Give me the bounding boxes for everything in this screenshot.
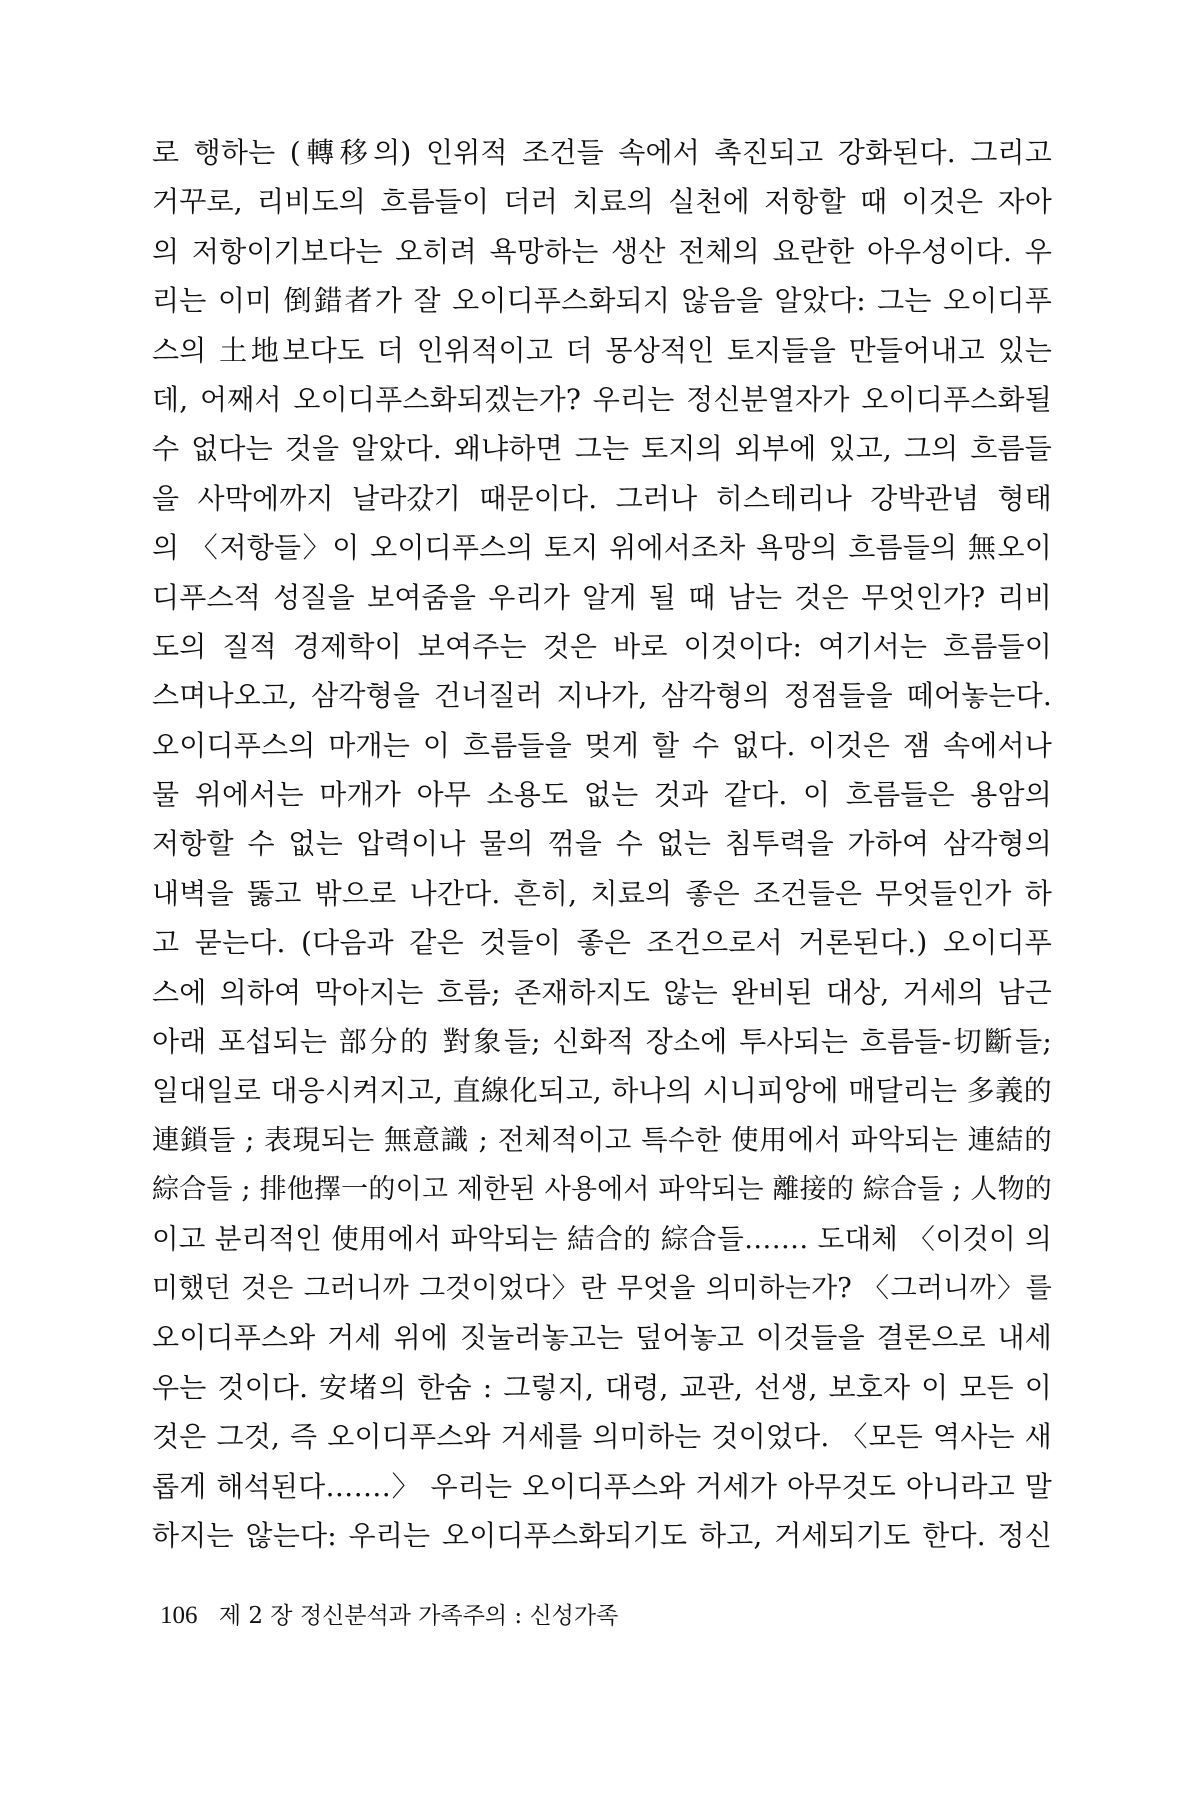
page-number: 106: [160, 1602, 198, 1629]
text-line: 디푸스적 성질을 보여줌을 우리가 알게 될 때 남는 것은 무엇인가? 리비: [152, 580, 1052, 614]
text-line: 오이디푸스와 거세 위에 짓눌러놓고는 덮어놓고 이것들을 결론으로 내세: [152, 1321, 1052, 1355]
text-line: 일대일로 대응시켜지고, 直線化되고, 하나의 시니피앙에 매달리는 多義的: [152, 1074, 1052, 1108]
text-line: 도의 질적 경제학이 보여주는 것은 바로 이것이다: 여기서는 흐름들이: [152, 629, 1052, 663]
text-line: 이고 분리적인 使用에서 파악되는 結合的 綜合들……. 도대체 〈이것이 의: [152, 1222, 1052, 1255]
text-line: 데, 어째서 오이디푸스화되겠는가? 우리는 정신분열자가 오이디푸스화될: [152, 382, 1052, 416]
text-line: 을 사막에까지 날라갔기 때문이다. 그러나 히스테리나 강박관념 형태: [152, 481, 1052, 515]
text-line: 수 없다는 것을 알았다. 왜냐하면 그는 토지의 외부에 있고, 그의 흐름들: [152, 432, 1052, 466]
text-line: 리는 이미 倒錯者가 잘 오이디푸스화되지 않음을 알았다: 그는 오이디푸: [152, 284, 1052, 318]
text-line: 미했던 것은 그러니까 그것이었다〉란 무엇을 의미하는가? 〈그러니까〉를: [152, 1272, 1052, 1304]
body-text: [152, 128, 1052, 1560]
text-line: 거꾸로, 리비도의 흐름들이 더러 치료의 실천에 저항할 때 이것은 자아: [152, 185, 1052, 219]
text-line: 내벽을 뚫고 밖으로 나간다. 흔히, 치료의 좋은 조건들은 무엇들인가 하: [152, 876, 1052, 910]
text-line: 하지는 않는다: 우리는 오이디푸스화되기도 하고, 거세되기도 한다. 정신: [152, 1518, 1052, 1552]
text-line: 스의 土地보다도 더 인위적이고 더 몽상적인 토지들을 만들어내고 있는: [152, 333, 1052, 367]
text-line: 저항할 수 없는 압력이나 물의 꺾을 수 없는 침투력을 가하여 삼각형의: [152, 827, 1052, 861]
text-line: 의 〈저항들〉이 오이디푸스의 토지 위에서조차 욕망의 흐름들의 無오이: [152, 531, 1052, 565]
text-line: 것은 그것, 즉 오이디푸스와 거세를 의미하는 것이었다. 〈모든 역사는 새: [152, 1420, 1052, 1454]
text-line: 오이디푸스의 마개는 이 흐름들을 멎게 할 수 없다. 이것은 잼 속에서나: [152, 728, 1052, 762]
page-footer: [160, 1597, 618, 1630]
text-line: 스며나오고, 삼각형을 건너질러 지나가, 삼각형의 정점들을 떼어놓는다.: [152, 679, 1052, 713]
text-line: 아래 포섭되는 部分的 對象들; 신화적 장소에 투사되는 흐름들-切斷들;: [152, 1025, 1052, 1059]
text-line: 롭게 해석된다…….〉 우리는 오이디푸스와 거세가 아무것도 아니라고 말: [152, 1469, 1052, 1503]
text-line: 고 묻는다. (다음과 같은 것들이 좋은 조건으로서 거론된다.) 오이디푸: [152, 926, 1052, 960]
text-line: 로 행하는 (轉移의) 인위적 조건들 속에서 촉진되고 강화된다. 그리고: [152, 136, 1052, 169]
text-line: 連鎖들 ; 表現되는 無意識 ; 전체적이고 특수한 使用에서 파악되는 連結的: [152, 1123, 1052, 1156]
text-line: 綜合들 ; 排他擇一的이고 제한된 사용에서 파악되는 離接的 綜合들 ; 人物的: [152, 1174, 1052, 1206]
running-head: 제 2 장 정신분석과 가족주의 : 신성가족: [218, 1603, 619, 1629]
text-line: 물 위에서는 마개가 아무 소용도 없는 것과 같다. 이 흐름들은 용암의: [152, 778, 1052, 812]
text-line: 의 저항이기보다는 오히려 욕망하는 생산 전체의 요란한 아우성이다. 우: [152, 234, 1052, 268]
text-line: 우는 것이다. 安堵의 한숨 : 그렇지, 대령, 교관, 선생, 보호자 이 모든 이: [152, 1370, 1052, 1404]
text-line: 스에 의하여 막아지는 흐름; 존재하지도 않는 완비된 대상, 거세의 남근: [152, 975, 1052, 1009]
